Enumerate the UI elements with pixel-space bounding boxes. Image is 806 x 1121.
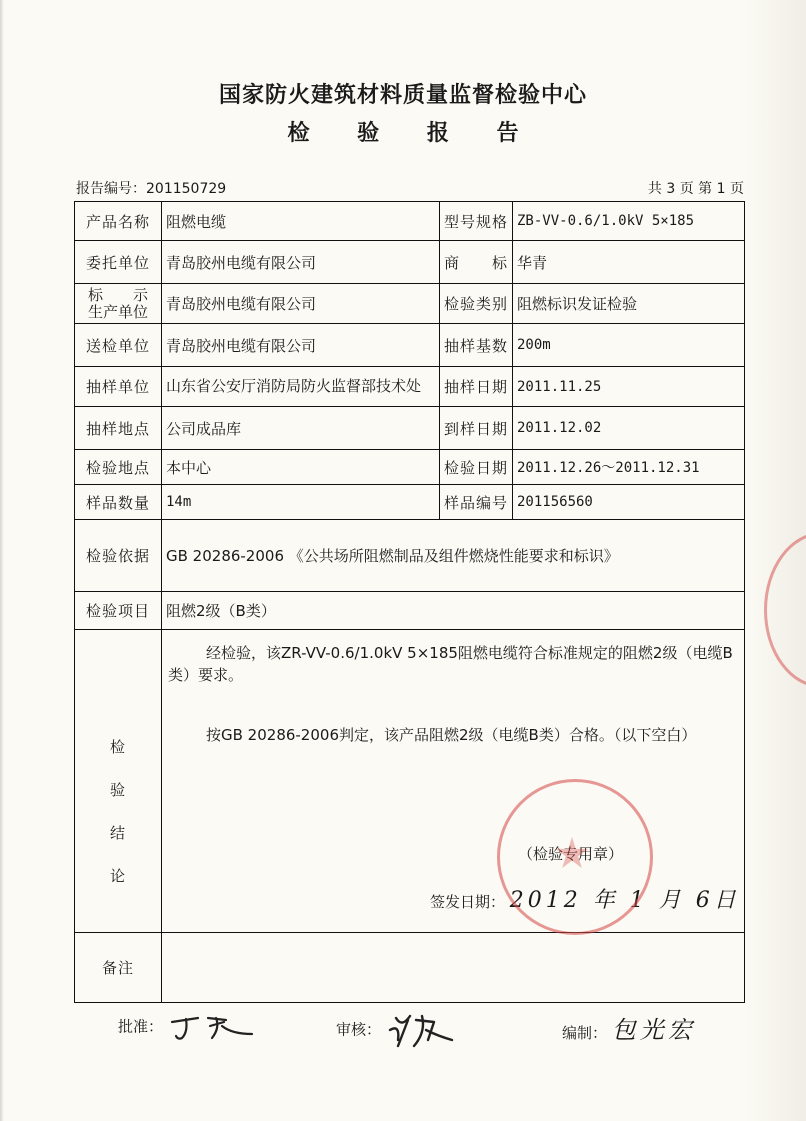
submitter-value: 青岛胶州电缆有限公司 xyxy=(162,324,440,367)
conclusion-label-char: 验 xyxy=(109,781,126,799)
items-label: 检验项目 xyxy=(75,592,162,630)
conclusion-paragraph-1: 经检验，该ZR-VV-0.6/1.0kV 5×185阻燃电缆符合标准规定的阻燃2级（电缆B类）要求。 xyxy=(168,644,733,684)
sampling-unit-label: 抽样单位 xyxy=(75,367,162,407)
report-number: 报告编号：201150729 xyxy=(76,181,227,197)
sample-base-label: 抽样基数 xyxy=(440,324,513,367)
review-signature-scrawl xyxy=(386,1010,456,1050)
model-label: 型号规格 xyxy=(440,202,513,241)
sample-no-value: 201156560 xyxy=(513,485,745,520)
sample-no-label: 样品编号 xyxy=(440,485,513,520)
inspection-date-label: 检验日期 xyxy=(440,450,513,485)
items-value: 阻燃2级（B类） xyxy=(162,592,745,630)
remarks-label: 备注 xyxy=(75,933,162,1003)
issue-date-label: 签发日期： xyxy=(430,893,506,911)
table-row xyxy=(75,324,745,367)
conclusion-paragraph-2: 按GB 20286-2006判定，该产品阻燃2级（电缆B类）合格。（以下空白） xyxy=(206,726,697,744)
basis-value: GB 20286-2006 《公共场所阻燃制品及组件燃烧性能要求和标识》 xyxy=(162,520,745,592)
review-signature xyxy=(336,1010,456,1050)
inspection-type-value: 阻燃标识发证检验 xyxy=(513,284,745,324)
inspection-type-label: 检验类别 xyxy=(440,284,513,324)
arrival-date-label: 到样日期 xyxy=(440,407,513,450)
compile-signature xyxy=(562,1010,696,1045)
submitter-label: 送检单位 xyxy=(75,324,162,367)
review-label: 审核： xyxy=(336,1020,382,1039)
conclusion-label-char: 检 xyxy=(109,738,126,756)
stamp-caption: （检验专用章） xyxy=(518,845,624,863)
conclusion-label xyxy=(75,630,162,933)
table-row xyxy=(75,630,745,933)
sampling-place-value: 公司成品库 xyxy=(162,407,440,450)
table-row xyxy=(75,284,745,324)
inspection-place-label: 检验地点 xyxy=(75,450,162,485)
conclusion-label-char: 论 xyxy=(109,867,126,885)
conclusion-label-char: 结 xyxy=(109,824,126,842)
brand-value: 华青 xyxy=(513,241,745,284)
brand-label: 商 标 xyxy=(440,241,513,284)
page-edge xyxy=(0,0,4,1121)
client-value: 青岛胶州电缆有限公司 xyxy=(162,241,440,284)
table-row xyxy=(75,485,745,520)
table-row xyxy=(75,241,745,284)
producer-label-line2: 生产单位 xyxy=(87,302,148,321)
product-name-value: 阻燃电缆 xyxy=(162,202,440,241)
conclusion-cell xyxy=(162,630,745,933)
arrival-date-value: 2011.12.02 xyxy=(513,407,745,450)
sample-base-value: 200m xyxy=(513,324,745,367)
report-table xyxy=(74,201,745,1003)
sampling-date-label: 抽样日期 xyxy=(440,367,513,407)
issue-date-handwritten: 2012 年 1 月 6日 xyxy=(509,888,740,913)
sampling-unit-value: 山东省公安厅消防局防火监督部技术处 xyxy=(162,367,440,407)
remarks-value xyxy=(162,933,745,1003)
table-row xyxy=(75,592,745,630)
compile-label: 编制： xyxy=(562,1024,608,1042)
institution-title: 国家防火建筑材料质量监督检验中心 xyxy=(218,83,587,108)
producer-value: 青岛胶州电缆有限公司 xyxy=(162,284,440,324)
producer-label-line1: 标 示 xyxy=(87,285,148,304)
producer-label xyxy=(75,284,162,324)
product-name-label: 产品名称 xyxy=(75,202,162,241)
compile-name: 包光宏 xyxy=(611,1016,696,1044)
approve-signature xyxy=(118,1010,258,1044)
table-row xyxy=(75,367,745,407)
table-row xyxy=(75,450,745,485)
sample-qty-label: 样品数量 xyxy=(75,485,162,520)
client-label: 委托单位 xyxy=(75,241,162,284)
table-row xyxy=(75,407,745,450)
page-info: 共 3 页 第 1 页 xyxy=(647,181,744,197)
sample-qty-value: 14m xyxy=(162,485,440,520)
approve-signature-scrawl xyxy=(168,1010,258,1044)
table-row xyxy=(75,520,745,592)
approve-label: 批准： xyxy=(118,1017,164,1036)
sampling-date-value: 2011.11.25 xyxy=(513,367,745,407)
inspection-date-value: 2011.12.26～2011.12.31 xyxy=(513,450,745,485)
table-row xyxy=(75,202,745,241)
basis-label: 检验依据 xyxy=(75,520,162,592)
inspection-place-value: 本中心 xyxy=(162,450,440,485)
model-value: ZB-VV-0.6/1.0kV 5×185 xyxy=(513,202,745,241)
sampling-place-label: 抽样地点 xyxy=(75,407,162,450)
document-title: 检 验 报 告 xyxy=(287,121,539,146)
issue-date xyxy=(430,883,740,914)
table-row xyxy=(75,933,745,1003)
